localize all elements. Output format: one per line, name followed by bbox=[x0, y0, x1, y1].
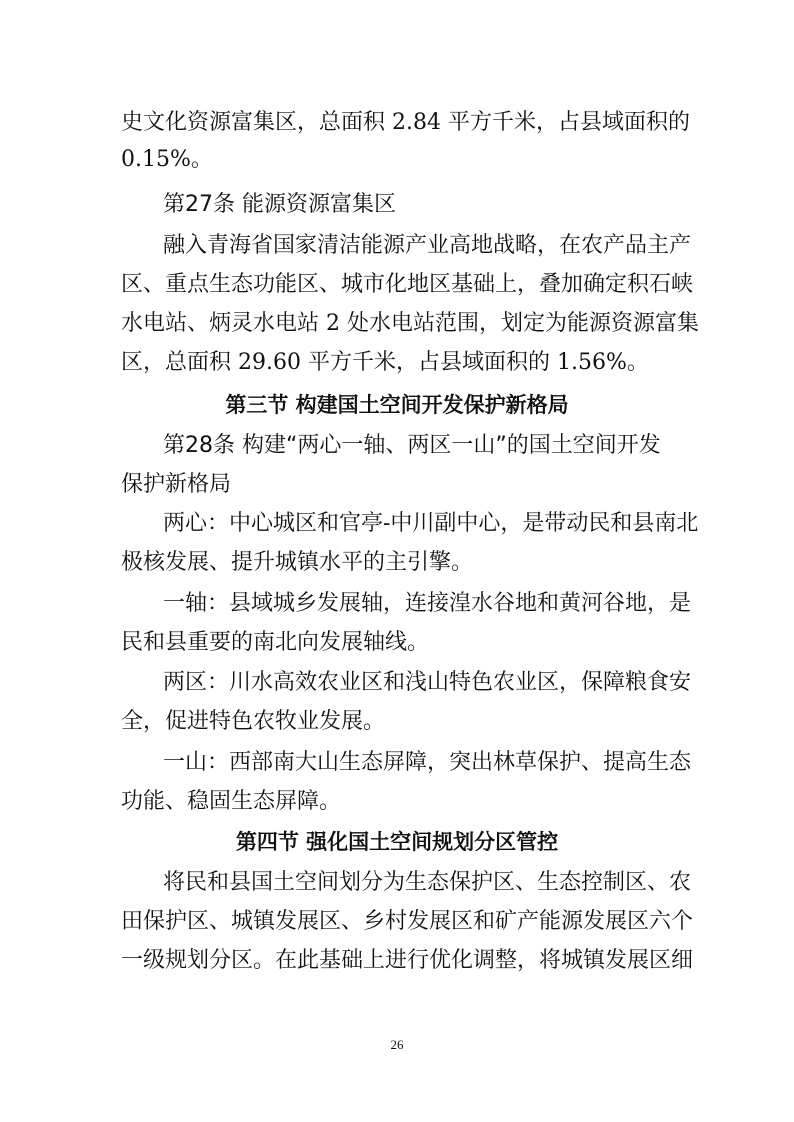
body-text-line: 两心：中心城区和官亭-中川副中心，是带动民和县南北 bbox=[163, 511, 699, 536]
body-text-line: 史文化资源富集区，总面积 2.84 平方千米，占县域面积的 bbox=[121, 110, 690, 135]
body-text-line: 融入青海省国家清洁能源产业高地战略，在农产品主产 bbox=[163, 233, 692, 258]
body-text-line: 两区：川水高效农业区和浅山特色农业区，保障粮食安 bbox=[163, 670, 692, 695]
body-text-line: 0.15%。 bbox=[121, 147, 213, 172]
body-text-line: 全，促进特色农牧业发展。 bbox=[121, 709, 386, 734]
body-text-line: 极核发展、提升城镇水平的主引擎。 bbox=[121, 550, 474, 575]
article-27-heading: 第27条 能源资源富集区 bbox=[163, 192, 396, 217]
body-text-line: 保护新格局 bbox=[121, 472, 232, 497]
section-4-heading: 第四节 强化国土空间规划分区管控 bbox=[235, 830, 559, 854]
article-28-heading: 第28条 构建“两心一轴、两区一山”的国土空间开发 bbox=[163, 433, 661, 458]
body-text-line: 田保护区、城镇发展区、乡村发展区和矿产能源发展区六个 bbox=[121, 909, 694, 934]
section-3-heading: 第三节 构建国土空间开发保护新格局 bbox=[225, 393, 569, 417]
page-number: 26 bbox=[390, 1037, 404, 1052]
body-text-line: 区，总面积 29.60 平方千米，占县域面积的 1.56%。 bbox=[121, 350, 649, 375]
body-text-line: 一轴：县域城乡发展轴，连接湟水谷地和黄河谷地，是 bbox=[163, 591, 692, 616]
body-text-line: 将民和县国土空间划分为生态保护区、生态控制区、农 bbox=[163, 870, 692, 895]
body-text-line: 水电站、炳灵水电站 2 处水电站范围，划定为能源资源富集 bbox=[121, 311, 699, 336]
body-text-line: 一级规划分区。在此基础上进行优化调整，将城镇发展区细 bbox=[121, 948, 694, 973]
body-text-line: 区、重点生态功能区、城市化地区基础上，叠加确定积石峡 bbox=[121, 272, 694, 297]
body-text-line: 功能、稳固生态屏障。 bbox=[121, 789, 342, 814]
body-text-line: 民和县重要的南北向发展轴线。 bbox=[121, 630, 430, 655]
body-text-line: 一山：西部南大山生态屏障，突出林草保护、提高生态 bbox=[163, 750, 692, 775]
